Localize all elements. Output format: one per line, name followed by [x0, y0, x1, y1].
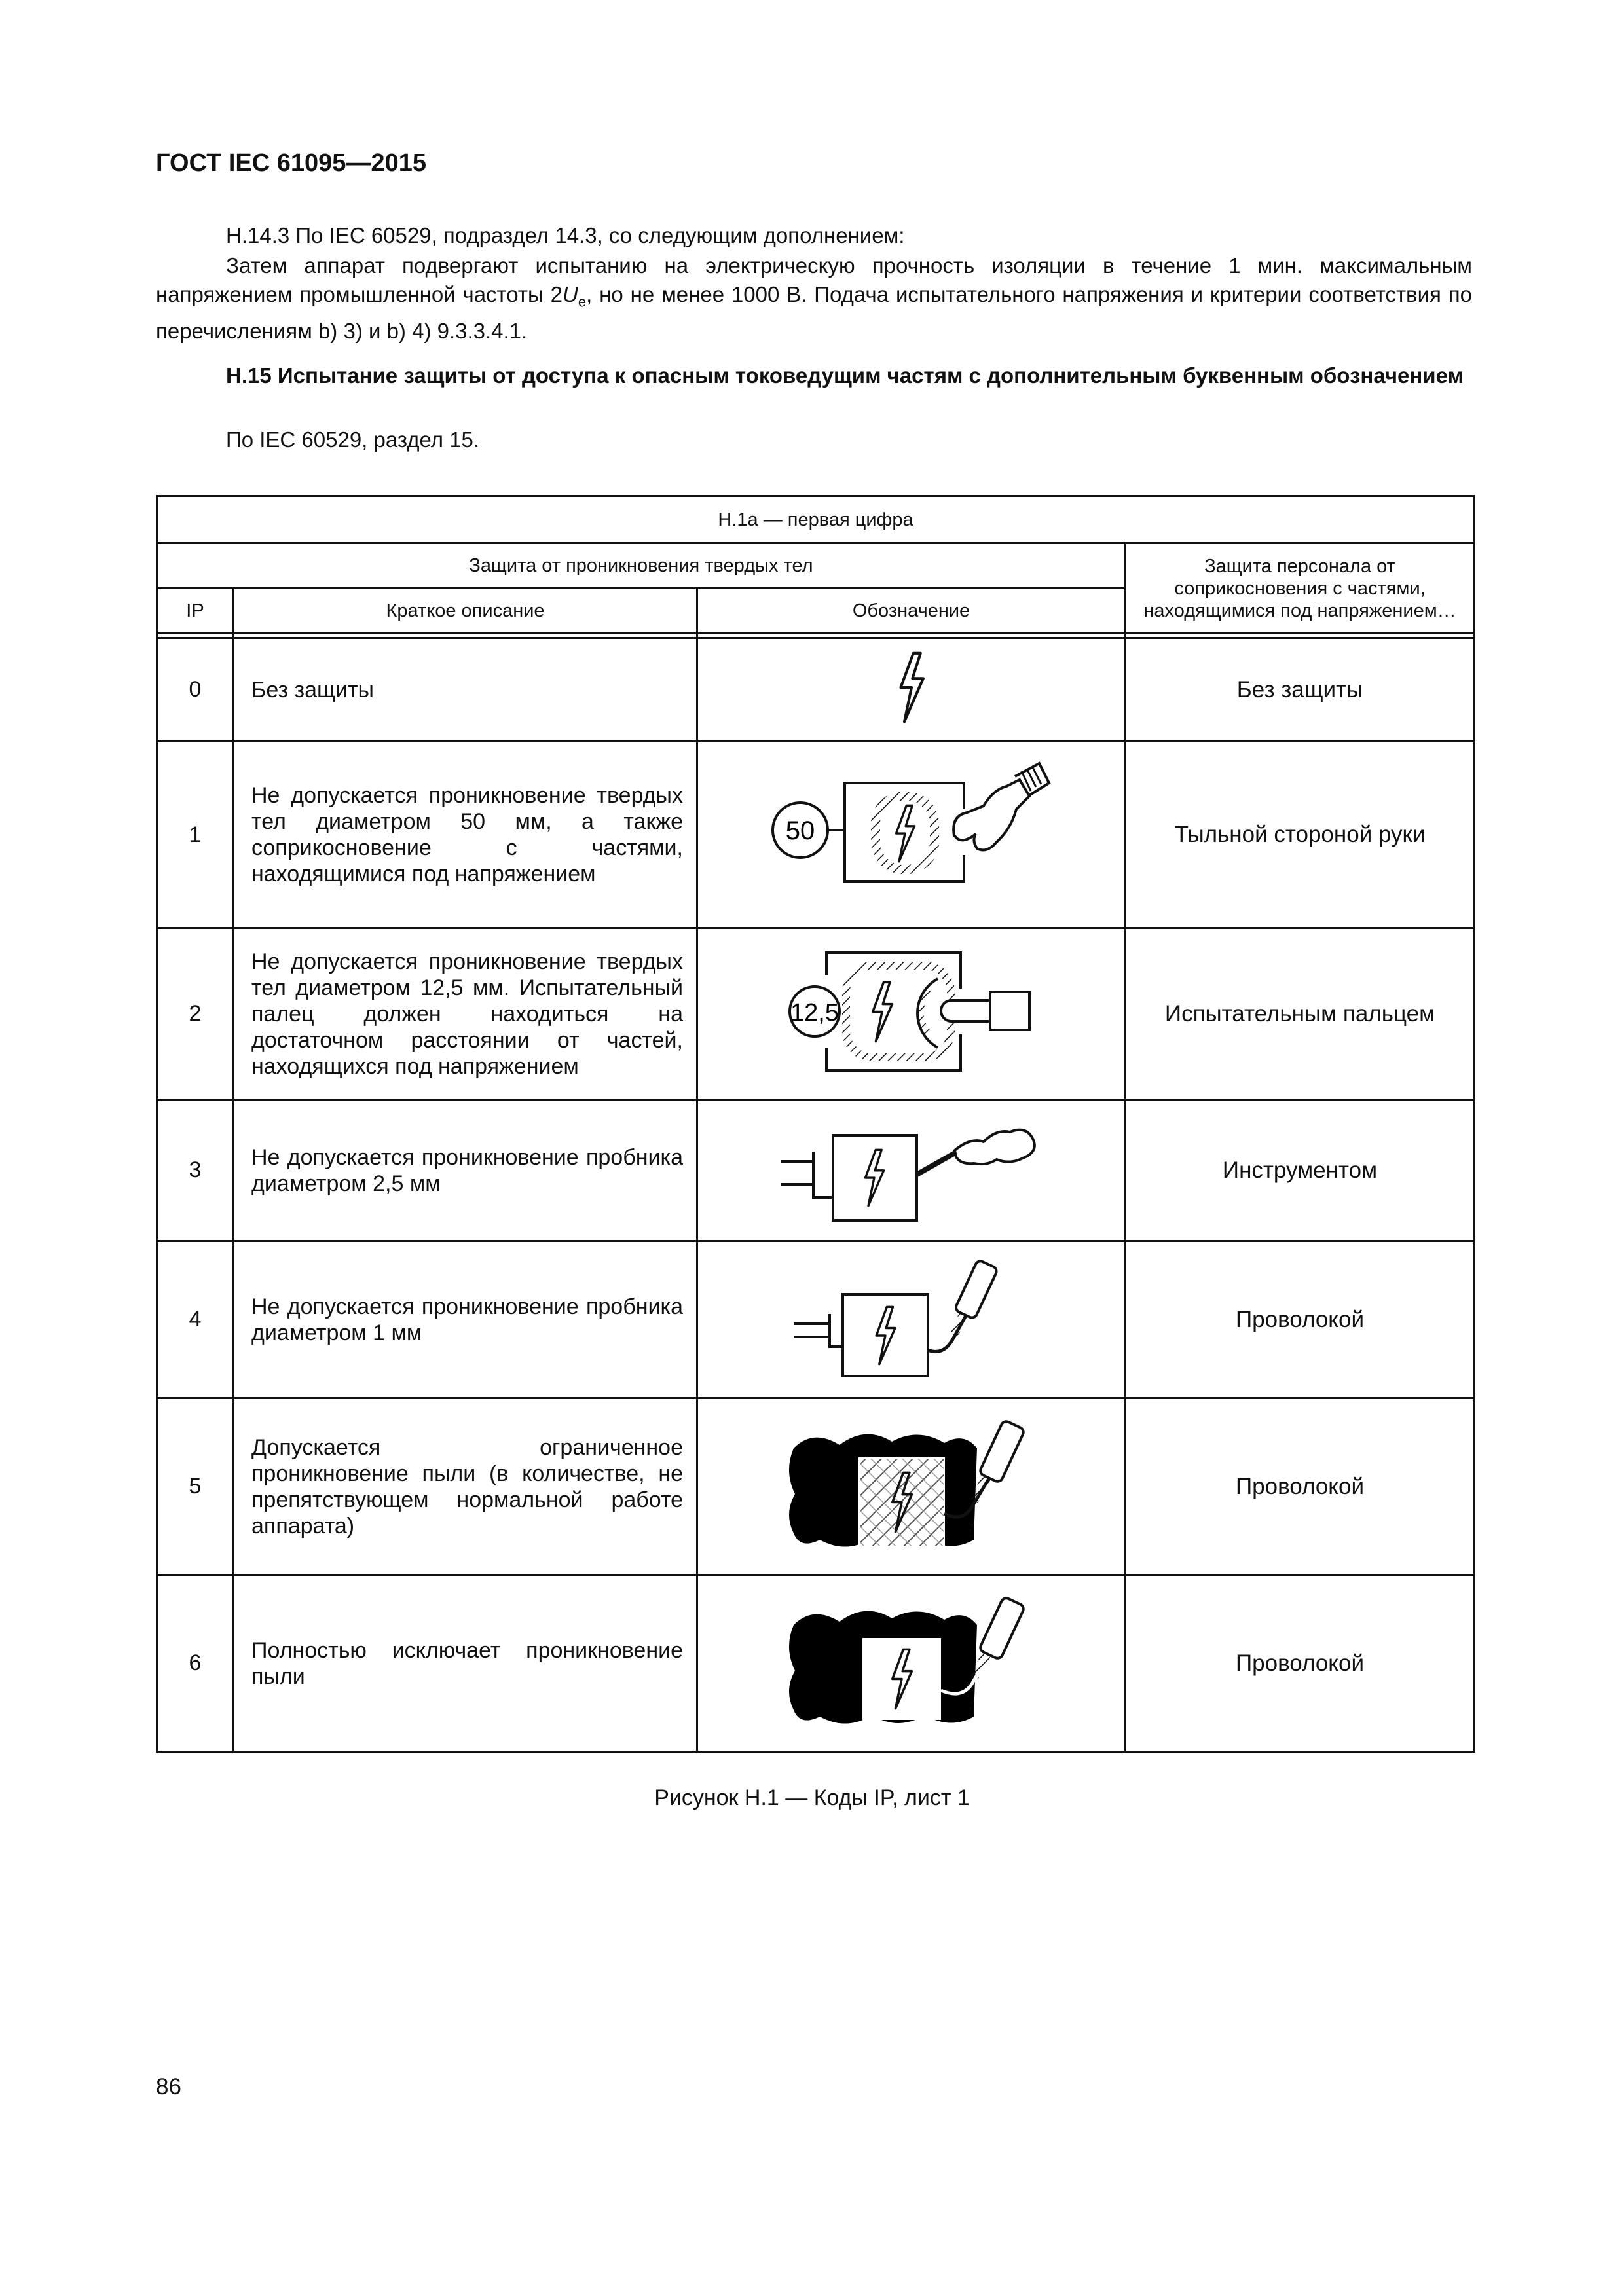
table-title: Н.1а — первая цифра: [157, 496, 1475, 543]
finger-12-5-icon: [697, 928, 1126, 1100]
group-header-personnel: Защита персонала от соприкосновения с частями, находящимися под напряжением…: [1126, 543, 1475, 634]
paragraph-text-a: Затем аппарат подвергают испытанию на электрическую прочность изоляции в течение 1 мин. максимальным напряжением промышленной частоты 2: [156, 253, 1472, 306]
paragraph-reference: По IEC 60529, раздел 15.: [226, 428, 480, 452]
group-header-solid: Защита от проникновения твердых тел: [157, 543, 1126, 588]
lightning-icon: [697, 638, 1126, 742]
ip-codes-table: [156, 495, 1475, 1753]
dust-tight-icon: [697, 1575, 1126, 1752]
ip-digit: 5: [157, 1398, 234, 1575]
voltage-subscript: e: [578, 293, 587, 310]
table-row: [157, 1241, 1475, 1398]
hand-50-icon: [697, 742, 1126, 928]
ip-protection: Инструментом: [1126, 1100, 1475, 1241]
ip-digit: 3: [157, 1100, 234, 1241]
table-row: [157, 1398, 1475, 1575]
ip-description: Не допускается проникновение твердых тел диаметром 50 мм, а также соприкосновение с частями, находящимися под напряжением: [234, 742, 697, 928]
dust-protected-icon: [697, 1398, 1126, 1575]
symbol-label: 12,5: [790, 998, 839, 1027]
ip-description: Не допускается проникновение пробника диаметром 1 мм: [234, 1241, 697, 1398]
ip-digit: 2: [157, 928, 234, 1100]
table-row: [157, 1575, 1475, 1752]
ip-description: Не допускается проникновение пробника диаметром 2,5 мм: [234, 1100, 697, 1241]
page-number: 86: [156, 2074, 181, 2100]
voltage-symbol: U: [563, 282, 578, 306]
table-row: [157, 1100, 1475, 1241]
wire-probe-icon: [697, 1241, 1126, 1398]
ip-description: Без защиты: [234, 638, 697, 742]
document-header: ГОСТ IEC 61095—2015: [156, 149, 426, 177]
ip-description: Не допускается проникновение твердых тел диаметром 12,5 мм. Испытательный палец должен находиться на достаточном расстоянии от частей, находящихся под напряжением: [234, 928, 697, 1100]
ip-description: Допускается ограниченное проникновение пыли (в количестве, не препятствующем нормальной работе аппарата): [234, 1398, 697, 1575]
column-header-description: Краткое описание: [234, 588, 697, 634]
symbol-label: 50: [785, 816, 815, 845]
ip-protection: Тыльной стороной руки: [1126, 742, 1475, 928]
table-row: [157, 742, 1475, 928]
ip-digit: 4: [157, 1241, 234, 1398]
tool-probe-icon: [697, 1100, 1126, 1241]
ip-protection: Проволокой: [1126, 1575, 1475, 1752]
ip-digit: 0: [157, 638, 234, 742]
ip-protection: Испытательным пальцем: [1126, 928, 1475, 1100]
ip-digit: 1: [157, 742, 234, 928]
column-header-symbol: Обозначение: [697, 588, 1126, 634]
ip-digit: 6: [157, 1575, 234, 1752]
table-row: [157, 928, 1475, 1100]
figure-caption: Рисунок Н.1 — Коды IP, лист 1: [654, 1785, 970, 1810]
section-heading-h-15: Н.15 Испытание защиты от доступа к опасным токоведущим частям с дополнительным буквенным обозначением: [226, 363, 1464, 388]
ip-protection: Проволокой: [1126, 1241, 1475, 1398]
ip-protection: Проволокой: [1126, 1398, 1475, 1575]
paragraph-text-b: , но не менее 1000 В. Подача испытательного напряжения и критерии соответствия по перечислениям b) 3) и b) 4) 9.3.3.4.1.: [156, 282, 1473, 343]
ip-protection: Без защиты: [1126, 638, 1475, 742]
table-row: [157, 638, 1475, 742]
column-header-ip: IP: [157, 588, 234, 634]
paragraph-test-description: [156, 251, 1472, 346]
ip-description: Полностью исключает проникновение пыли: [234, 1575, 697, 1752]
paragraph-h-14-3: Н.14.3 По IEC 60529, подраздел 14.3, со следующим дополнением:: [226, 223, 905, 247]
